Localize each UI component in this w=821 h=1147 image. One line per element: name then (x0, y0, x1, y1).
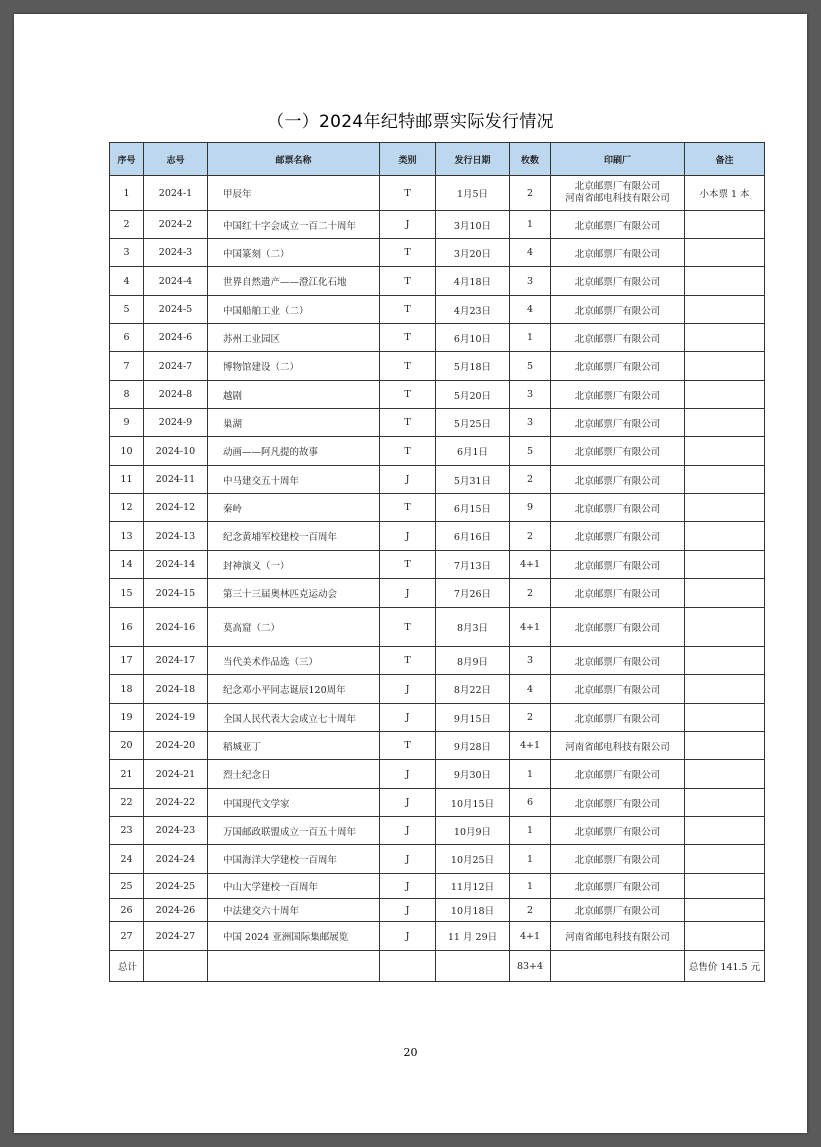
cell-count: 4+1 (510, 732, 551, 760)
cell-stamp-name: 莫高窟（二） (208, 608, 380, 647)
cell-code: 2024-27 (144, 922, 208, 951)
cell-code: 2024-19 (144, 704, 208, 732)
cell-printer: 北京邮票厂有限公司 (551, 647, 685, 675)
header-remark: 备注 (685, 143, 765, 176)
cell-remark: 小本票 1 本 (685, 176, 765, 211)
cell-no: 21 (110, 760, 144, 789)
cell-no: 11 (110, 466, 144, 494)
cell-no: 6 (110, 324, 144, 352)
cell-printer: 北京邮票厂有限公司 (551, 760, 685, 789)
cell-type: J (380, 845, 436, 874)
cell-stamp-name: 巢湖 (208, 409, 380, 437)
cell-stamp-name: 中国现代文学家 (208, 789, 380, 817)
table-row (110, 579, 765, 608)
cell-code: 2024-24 (144, 845, 208, 874)
cell-stamp-name: 苏州工业园区 (208, 324, 380, 352)
cell-date: 9月30日 (436, 760, 510, 789)
cell-type: T (380, 296, 436, 324)
cell-no: 3 (110, 239, 144, 267)
cell-code: 2024-8 (144, 381, 208, 409)
cell-remark (685, 239, 765, 267)
cell-no: 10 (110, 437, 144, 466)
cell-date: 5月25日 (436, 409, 510, 437)
cell-type: J (380, 675, 436, 704)
cell-count: 5 (510, 437, 551, 466)
cell-printer: 北京邮票厂有限公司 (551, 579, 685, 608)
cell-stamp-name: 世界自然遗产——澄江化石地 (208, 267, 380, 296)
table-row (110, 760, 765, 789)
cell-date: 3月10日 (436, 211, 510, 239)
cell-date: 10月25日 (436, 845, 510, 874)
cell-code: 2024-21 (144, 760, 208, 789)
cell-type: T (380, 732, 436, 760)
cell-remark (685, 874, 765, 899)
cell-date: 5月20日 (436, 381, 510, 409)
cell-stamp-name: 秦岭 (208, 494, 380, 522)
cell-count: 4+1 (510, 922, 551, 951)
cell-stamp-name: 中国海洋大学建校一百周年 (208, 845, 380, 874)
cell-code: 2024-18 (144, 675, 208, 704)
cell-printer: 北京邮票厂有限公司 (551, 874, 685, 899)
cell-printer: 北京邮票厂有限公司 (551, 608, 685, 647)
table-row (110, 352, 765, 381)
cell-remark (685, 760, 765, 789)
cell-remark (685, 817, 765, 845)
cell-printer: 北京邮票厂有限公司 (551, 211, 685, 239)
cell-no: 8 (110, 381, 144, 409)
table-row (110, 817, 765, 845)
cell-date: 11 月 29日 (436, 922, 510, 951)
cell-stamp-name: 中国红十字会成立一百二十周年 (208, 211, 380, 239)
cell-type: J (380, 466, 436, 494)
cell-date: 4月23日 (436, 296, 510, 324)
table-row (110, 466, 765, 494)
table-row (110, 239, 765, 267)
cell-date: 7月13日 (436, 551, 510, 579)
cell-count: 2 (510, 522, 551, 551)
cell-date: 6月15日 (436, 494, 510, 522)
cell-no: 17 (110, 647, 144, 675)
cell-type: T (380, 551, 436, 579)
cell-count: 1 (510, 211, 551, 239)
cell-type: J (380, 899, 436, 922)
cell-remark (685, 922, 765, 951)
cell-code: 2024-14 (144, 551, 208, 579)
table-row (110, 522, 765, 551)
cell-count: 4 (510, 239, 551, 267)
cell-code: 2024-6 (144, 324, 208, 352)
cell-printer: 北京邮票厂有限公司 (551, 817, 685, 845)
cell-type: T (380, 437, 436, 466)
cell-count: 2 (510, 176, 551, 211)
cell-date: 7月26日 (436, 579, 510, 608)
cell-no: 13 (110, 522, 144, 551)
cell-code: 2024-5 (144, 296, 208, 324)
total-empty-cell (380, 951, 436, 982)
table-row (110, 296, 765, 324)
cell-remark (685, 409, 765, 437)
cell-type: T (380, 352, 436, 381)
cell-count: 6 (510, 789, 551, 817)
cell-date: 6月16日 (436, 522, 510, 551)
cell-code: 2024-12 (144, 494, 208, 522)
cell-code: 2024-13 (144, 522, 208, 551)
cell-count: 1 (510, 324, 551, 352)
cell-type: J (380, 789, 436, 817)
cell-type: T (380, 176, 436, 211)
cell-no: 25 (110, 874, 144, 899)
cell-no: 1 (110, 176, 144, 211)
table-row (110, 732, 765, 760)
total-remark: 总售价 141.5 元 (685, 951, 765, 982)
cell-code: 2024-17 (144, 647, 208, 675)
cell-count: 3 (510, 267, 551, 296)
cell-count: 3 (510, 647, 551, 675)
cell-type: J (380, 874, 436, 899)
table-row (110, 324, 765, 352)
table-row (110, 874, 765, 899)
cell-count: 2 (510, 899, 551, 922)
cell-type: T (380, 494, 436, 522)
cell-no: 5 (110, 296, 144, 324)
cell-stamp-name: 封神演义（一） (208, 551, 380, 579)
header-no: 序号 (110, 143, 144, 176)
cell-remark (685, 522, 765, 551)
cell-type: T (380, 267, 436, 296)
cell-no: 2 (110, 211, 144, 239)
cell-type: J (380, 704, 436, 732)
cell-no: 19 (110, 704, 144, 732)
cell-type: J (380, 579, 436, 608)
cell-date: 6月10日 (436, 324, 510, 352)
cell-stamp-name: 中马建交五十周年 (208, 466, 380, 494)
cell-stamp-name: 当代美术作品选（三） (208, 647, 380, 675)
cell-remark (685, 579, 765, 608)
header-type: 类别 (380, 143, 436, 176)
cell-count: 2 (510, 704, 551, 732)
table-row (110, 267, 765, 296)
cell-remark (685, 324, 765, 352)
page-title: （一）2024年纪特邮票实际发行情况 (267, 112, 554, 132)
cell-date: 8月3日 (436, 608, 510, 647)
cell-printer: 北京邮票厂有限公司 (551, 437, 685, 466)
cell-date: 8月22日 (436, 675, 510, 704)
cell-type: T (380, 239, 436, 267)
table-row (110, 551, 765, 579)
cell-code: 2024-15 (144, 579, 208, 608)
cell-printer: 北京邮票厂有限公司 (551, 789, 685, 817)
cell-no: 15 (110, 579, 144, 608)
cell-remark (685, 296, 765, 324)
header-date: 发行日期 (436, 143, 510, 176)
table-row (110, 647, 765, 675)
table-row (110, 922, 765, 951)
cell-count: 4+1 (510, 551, 551, 579)
cell-type: T (380, 608, 436, 647)
cell-code: 2024-16 (144, 608, 208, 647)
cell-count: 3 (510, 381, 551, 409)
cell-printer: 北京邮票厂有限公司 (551, 381, 685, 409)
cell-printer: 北京邮票厂有限公司 (551, 267, 685, 296)
cell-no: 12 (110, 494, 144, 522)
cell-stamp-name: 中山大学建校一百周年 (208, 874, 380, 899)
cell-no: 4 (110, 267, 144, 296)
cell-printer: 北京邮票厂有限公司 (551, 352, 685, 381)
header-count: 枚数 (510, 143, 551, 176)
cell-printer: 北京邮票厂有限公司 (551, 675, 685, 704)
cell-printer: 北京邮票厂有限公司 (551, 409, 685, 437)
cell-type: T (380, 409, 436, 437)
total-empty-cell (144, 951, 208, 982)
cell-remark (685, 466, 765, 494)
cell-code: 2024-26 (144, 899, 208, 922)
cell-count: 5 (510, 352, 551, 381)
cell-date: 10月18日 (436, 899, 510, 922)
cell-remark (685, 789, 765, 817)
cell-code: 2024-9 (144, 409, 208, 437)
cell-no: 16 (110, 608, 144, 647)
cell-remark (685, 551, 765, 579)
cell-stamp-name: 稻城亚丁 (208, 732, 380, 760)
cell-remark (685, 437, 765, 466)
table-row (110, 494, 765, 522)
cell-no: 27 (110, 922, 144, 951)
cell-printer: 北京邮票厂有限公司 (551, 239, 685, 267)
cell-count: 9 (510, 494, 551, 522)
cell-printer: 北京邮票厂有限公司 (551, 494, 685, 522)
table-row (110, 899, 765, 922)
cell-printer: 北京邮票厂有限公司 (551, 296, 685, 324)
table-row (110, 381, 765, 409)
cell-remark (685, 732, 765, 760)
cell-count: 1 (510, 845, 551, 874)
cell-count: 2 (510, 579, 551, 608)
cell-printer: 北京邮票厂有限公司 (551, 551, 685, 579)
cell-code: 2024-23 (144, 817, 208, 845)
cell-stamp-name: 纪念邓小平同志诞辰120周年 (208, 675, 380, 704)
table-row (110, 675, 765, 704)
cell-count: 4+1 (510, 608, 551, 647)
cell-code: 2024-2 (144, 211, 208, 239)
total-label: 总计 (110, 951, 144, 982)
cell-printer: 北京邮票厂有限公司 (551, 845, 685, 874)
cell-no: 18 (110, 675, 144, 704)
cell-count: 3 (510, 409, 551, 437)
cell-no: 26 (110, 899, 144, 922)
cell-code: 2024-22 (144, 789, 208, 817)
cell-date: 4月18日 (436, 267, 510, 296)
cell-code: 2024-7 (144, 352, 208, 381)
table-body (110, 176, 765, 951)
header-printer: 印刷厂 (551, 143, 685, 176)
cell-stamp-name: 纪念黄埔军校建校一百周年 (208, 522, 380, 551)
stamp-issue-table (109, 142, 765, 982)
cell-date: 10月9日 (436, 817, 510, 845)
cell-stamp-name: 中国船舶工业（二） (208, 296, 380, 324)
cell-count: 1 (510, 817, 551, 845)
cell-date: 6月1日 (436, 437, 510, 466)
cell-type: J (380, 211, 436, 239)
table-row (110, 211, 765, 239)
cell-stamp-name: 甲辰年 (208, 176, 380, 211)
cell-type: J (380, 922, 436, 951)
total-empty-cell (551, 951, 685, 982)
total-empty-cell (436, 951, 510, 982)
cell-remark (685, 381, 765, 409)
cell-count: 4 (510, 675, 551, 704)
cell-code: 2024-11 (144, 466, 208, 494)
header-code: 志号 (144, 143, 208, 176)
cell-count: 1 (510, 874, 551, 899)
header-name: 邮票名称 (208, 143, 380, 176)
cell-remark (685, 899, 765, 922)
page-number: 20 (403, 1046, 418, 1059)
cell-printer: 北京邮票厂有限公司 (551, 466, 685, 494)
cell-type: J (380, 522, 436, 551)
cell-date: 5月18日 (436, 352, 510, 381)
cell-date: 9月15日 (436, 704, 510, 732)
cell-remark (685, 211, 765, 239)
cell-no: 7 (110, 352, 144, 381)
cell-stamp-name: 中国 2024 亚洲国际集邮展览 (208, 922, 380, 951)
cell-remark (685, 608, 765, 647)
cell-type: T (380, 324, 436, 352)
cell-count: 2 (510, 466, 551, 494)
cell-stamp-name: 烈士纪念日 (208, 760, 380, 789)
total-empty-cell (208, 951, 380, 982)
cell-count: 4 (510, 296, 551, 324)
table-row (110, 176, 765, 211)
cell-stamp-name: 越剧 (208, 381, 380, 409)
table-row (110, 437, 765, 466)
cell-code: 2024-25 (144, 874, 208, 899)
cell-date: 5月31日 (436, 466, 510, 494)
cell-no: 22 (110, 789, 144, 817)
cell-no: 20 (110, 732, 144, 760)
cell-stamp-name: 动画——阿凡提的故事 (208, 437, 380, 466)
cell-stamp-name: 第三十三届奥林匹克运动会 (208, 579, 380, 608)
cell-stamp-name: 全国人民代表大会成立七十周年 (208, 704, 380, 732)
cell-no: 24 (110, 845, 144, 874)
cell-code: 2024-10 (144, 437, 208, 466)
cell-count: 1 (510, 760, 551, 789)
cell-printer: 北京邮票厂有限公司 (551, 324, 685, 352)
table-row (110, 409, 765, 437)
table-row (110, 608, 765, 647)
table-row (110, 845, 765, 874)
cell-code: 2024-3 (144, 239, 208, 267)
cell-no: 9 (110, 409, 144, 437)
cell-printer: 北京邮票厂有限公司 (551, 704, 685, 732)
cell-remark (685, 647, 765, 675)
cell-stamp-name: 万国邮政联盟成立一百五十周年 (208, 817, 380, 845)
cell-type: J (380, 760, 436, 789)
cell-date: 3月20日 (436, 239, 510, 267)
table-header-row (110, 143, 765, 176)
table-row (110, 704, 765, 732)
document-page (14, 14, 807, 1133)
table-row (110, 789, 765, 817)
cell-no: 14 (110, 551, 144, 579)
cell-printer: 北京邮票厂有限公司 (551, 522, 685, 551)
total-row (110, 951, 765, 982)
cell-remark (685, 352, 765, 381)
cell-remark (685, 675, 765, 704)
cell-printer: 北京邮票厂有限公司 (551, 899, 685, 922)
cell-no: 23 (110, 817, 144, 845)
cell-printer: 河南省邮电科技有限公司 (551, 732, 685, 760)
cell-stamp-name: 博物馆建设（二） (208, 352, 380, 381)
cell-date: 8月9日 (436, 647, 510, 675)
total-count: 83+4 (510, 951, 551, 982)
cell-printer: 河南省邮电科技有限公司 (551, 922, 685, 951)
cell-remark (685, 704, 765, 732)
cell-date: 1月5日 (436, 176, 510, 211)
cell-date: 11月12日 (436, 874, 510, 899)
cell-code: 2024-4 (144, 267, 208, 296)
cell-stamp-name: 中国篆刻（二） (208, 239, 380, 267)
cell-type: T (380, 647, 436, 675)
cell-remark (685, 845, 765, 874)
cell-code: 2024-20 (144, 732, 208, 760)
cell-date: 10月15日 (436, 789, 510, 817)
cell-type: T (380, 381, 436, 409)
cell-stamp-name: 中法建交六十周年 (208, 899, 380, 922)
cell-remark (685, 494, 765, 522)
cell-code: 2024-1 (144, 176, 208, 211)
cell-date: 9月28日 (436, 732, 510, 760)
cell-type: J (380, 817, 436, 845)
cell-remark (685, 267, 765, 296)
cell-printer: 北京邮票厂有限公司 河南省邮电科技有限公司 (551, 176, 685, 211)
